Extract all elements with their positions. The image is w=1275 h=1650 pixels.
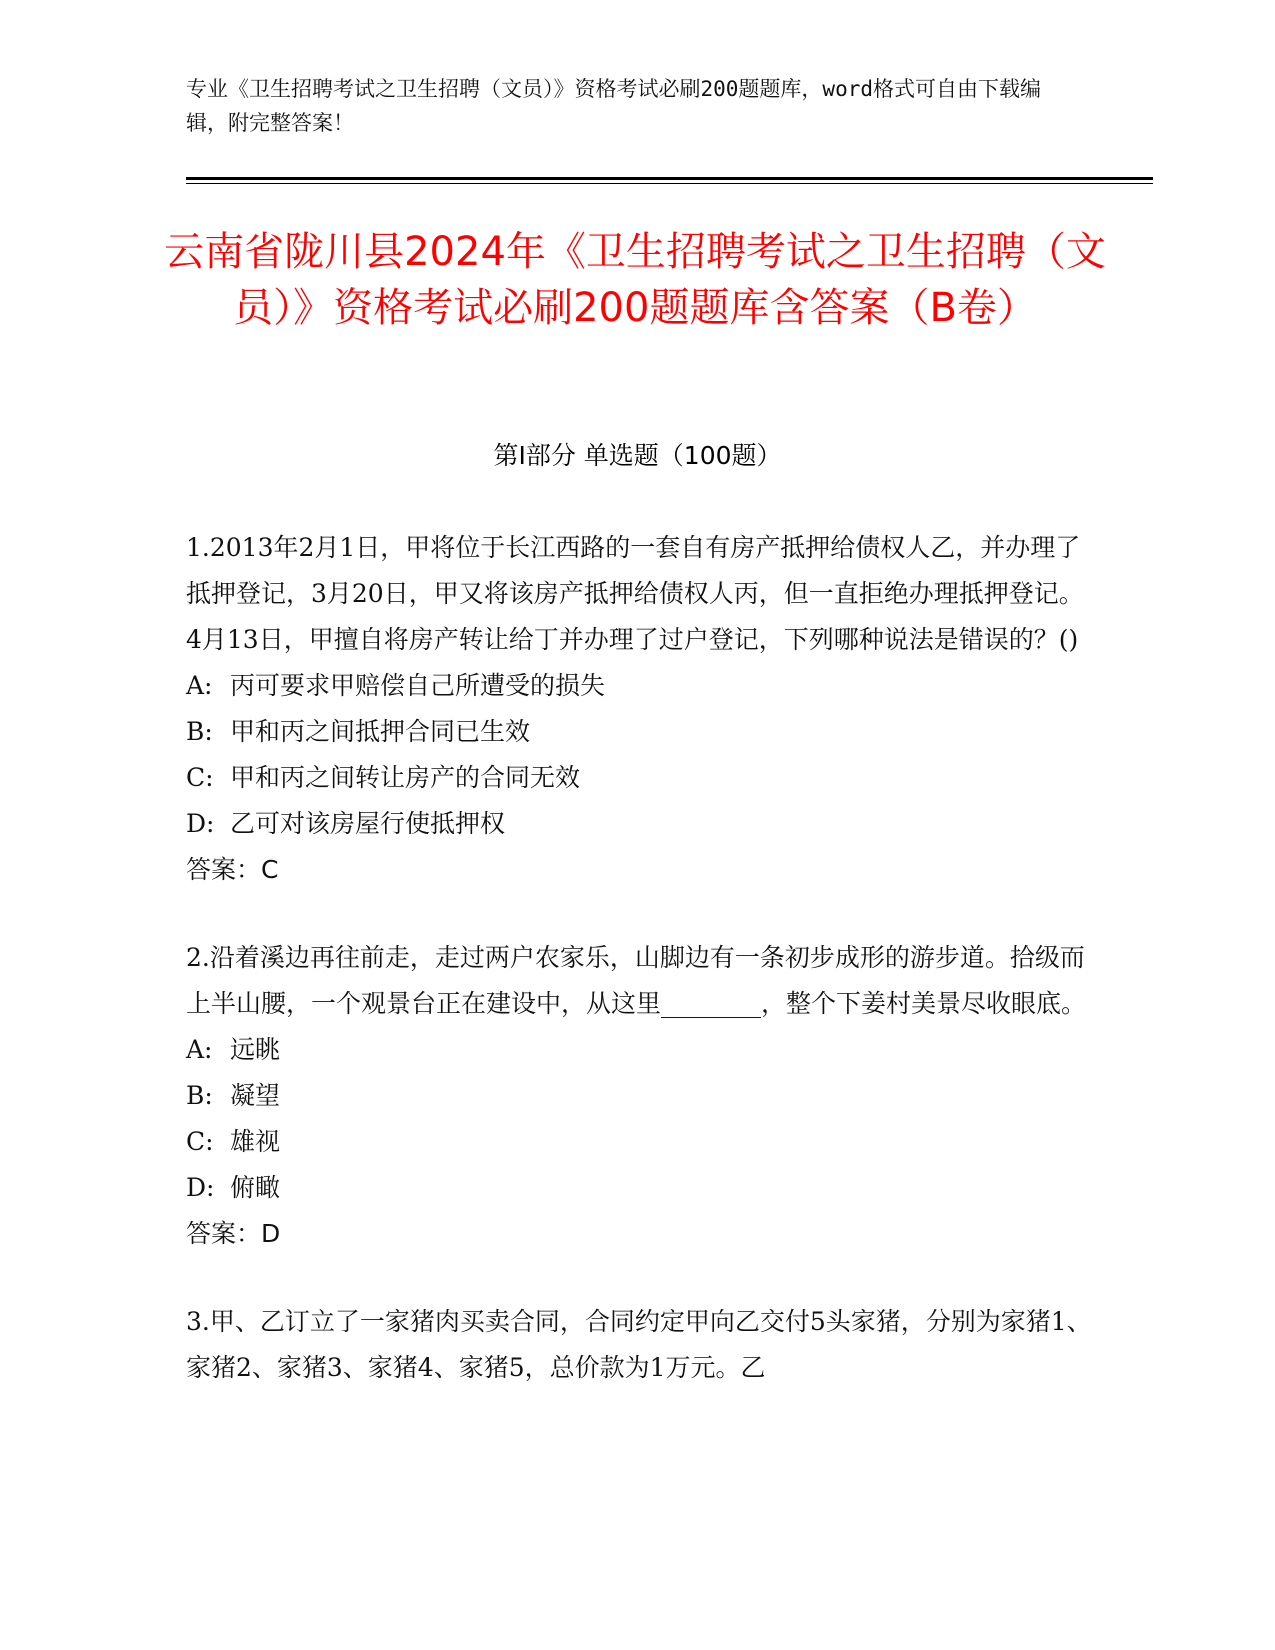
option-d: [186, 1165, 1096, 1211]
option-text: 乙可对该房屋行使抵押权: [230, 809, 506, 838]
option-key: D:: [186, 1173, 215, 1202]
option-text: 俯瞰: [230, 1173, 281, 1202]
answer-line: 答案：C: [186, 855, 279, 884]
document-title: 云南省陇川县2024年《卫生招聘考试之卫生招聘（文员）》资格考试必刷200题题库含答案（B卷）: [164, 229, 1106, 331]
answer-line: 答案：D: [186, 1219, 281, 1248]
option-key: A:: [186, 1035, 213, 1064]
option-a: [186, 1027, 1096, 1073]
header-rule-thin: [186, 183, 1153, 184]
option-text: 丙可要求甲赔偿自己所遭受的损失: [230, 671, 606, 700]
header-rule-thick: [186, 177, 1153, 180]
question-3: [186, 1299, 1096, 1391]
option-text: 雄视: [230, 1127, 281, 1156]
option-key: B:: [186, 1081, 213, 1110]
section-title: 第Ⅰ部分 单选题（100题）: [493, 441, 782, 470]
option-c: [186, 755, 1096, 801]
option-text: 甲和丙之间转让房产的合同无效: [230, 763, 581, 792]
option-key: B:: [186, 717, 213, 746]
option-a: [186, 663, 1096, 709]
option-b: [186, 709, 1096, 755]
option-text: 凝望: [230, 1081, 281, 1110]
option-d: [186, 801, 1096, 847]
option-c: [186, 1119, 1096, 1165]
question-stem: 2.沿着溪边再往前走，走过两户农家乐，山脚边有一条初步成形的游步道。拾级而上半山腰，一个观景台正在建设中，从这里________，整个下姜村美景尽收眼底。: [186, 943, 1087, 1018]
question-1: [186, 525, 1096, 893]
option-key: A:: [186, 671, 213, 700]
option-key: C:: [186, 763, 214, 792]
question-stem: 3.甲、乙订立了一家猪肉买卖合同，合同约定甲向乙交付5头家猪，分别为家猪1、家猪2、家猪3、家猪4、家猪5，总价款为1万元。乙: [186, 1307, 1092, 1382]
option-b: [186, 1073, 1096, 1119]
option-text: 远眺: [230, 1035, 281, 1064]
option-text: 甲和丙之间抵押合同已生效: [230, 717, 531, 746]
option-key: D:: [186, 809, 215, 838]
question-stem: 1.2013年2月1日，甲将位于长江西路的一套自有房产抵押给债权人乙，并办理了抵押登记，3月20日，甲又将该房产抵押给债权人丙，但一直拒绝办理抵押登记。4月13日，甲擅自将房产转让给丁并办理了过户登记，下列哪种说法是错误的？(): [186, 533, 1084, 654]
header-note: 专业《卫生招聘考试之卫生招聘（文员）》资格考试必刷200题题库，word格式可自由下载编辑，附完整答案！: [186, 77, 1041, 135]
question-2: [186, 935, 1096, 1257]
question-list: [186, 525, 1096, 1433]
option-key: C:: [186, 1127, 214, 1156]
